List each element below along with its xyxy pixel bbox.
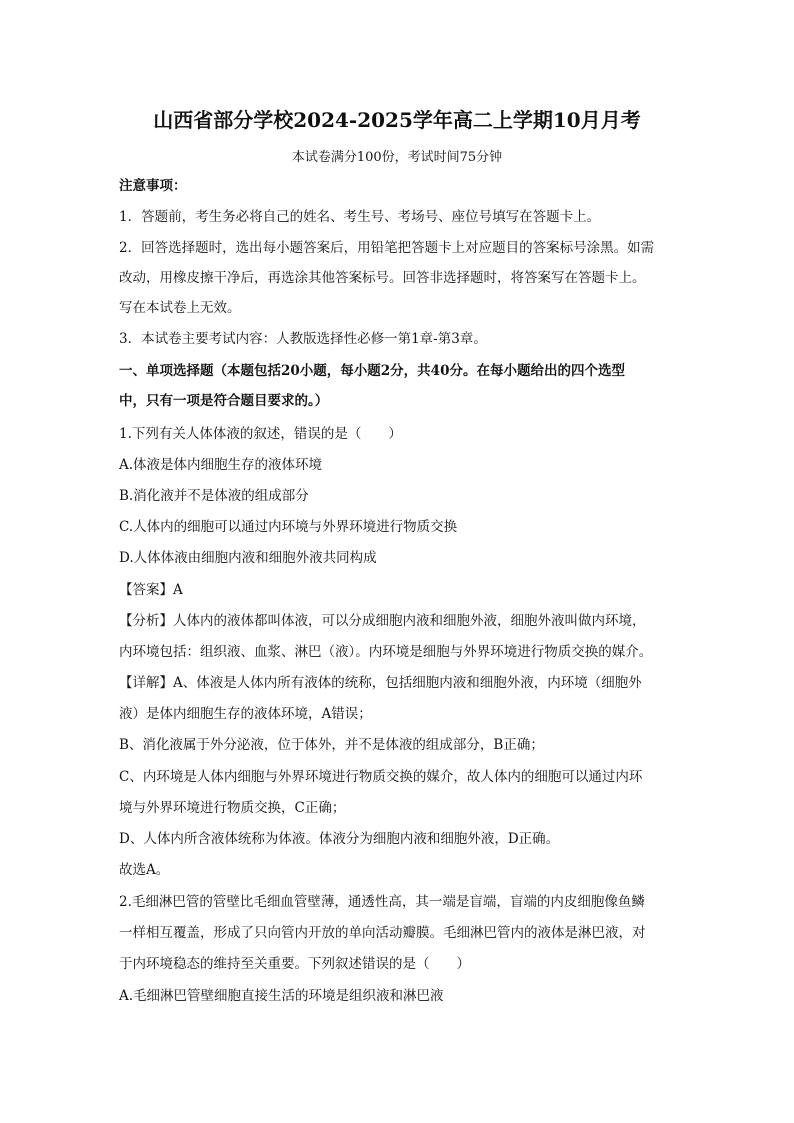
exam-title: 山西省部分学校2024-2025学年高二上学期10月月考 bbox=[153, 108, 641, 132]
question-1-detail-line-3: B、消化液属于外分泌液，位于体外，并不是体液的组成部分，B正确； bbox=[119, 737, 544, 753]
question-1-detail-line-4: C、内环境是人体内细胞与外界环境进行物质交换的媒介，故人体内的细胞可以通过内环 bbox=[119, 769, 643, 785]
question-1-answer: 【答案】A bbox=[119, 582, 183, 598]
notes-item-3: 3．本试卷主要考试内容：人教版选择性必修一第1章-第3章。 bbox=[119, 331, 487, 347]
notes-item-2-line-3: 写在本试卷上无效。 bbox=[119, 300, 241, 316]
question-1-detail-line-2: 液）是体内细胞生存的液体环境，A错误； bbox=[119, 706, 372, 722]
question-1-conclusion: 故选A。 bbox=[119, 862, 170, 878]
section-heading-line-1: 一、单项选择题（本题包括20小题，每小题2分，共40分。在每小题给出的四个选型 bbox=[119, 363, 625, 379]
question-2-option-a: A.毛细淋巴管壁细胞直接生活的环境是组织液和淋巴液 bbox=[119, 988, 444, 1004]
question-1-option-c: C.人体内的细胞可以通过内环境与外界环境进行物质交换 bbox=[119, 519, 458, 535]
question-1-detail-line-1: 【详解】A、体液是人体内所有液体的统称，包括细胞内液和细胞外液，内环境（细胞外 bbox=[119, 675, 642, 691]
notes-item-2-line-2: 改动，用橡皮擦干净后，再选涂其他答案标号。回答非选择题时，将答案写在答题卡上。 bbox=[119, 270, 646, 286]
exam-subtitle: 本试卷满分100份，考试时间75分钟 bbox=[291, 150, 503, 165]
question-1-analysis-line-2: 内环境包括：组织液、血浆、淋巴（液）。内环境是细胞与外界环境进行物质交换的媒介。 bbox=[119, 644, 653, 660]
notes-heading: 注意事项： bbox=[119, 178, 187, 194]
notes-item-1: 1．答题前，考生务必将自己的姓名、考生号、考场号、座位号填写在答题卡上。 bbox=[119, 209, 601, 225]
question-1-option-a: A.体液是体内细胞生存的液体环境 bbox=[119, 457, 323, 473]
question-1-detail-line-6: D、人体内所含液体统称为体液。体液分为细胞内液和细胞外液，D正确。 bbox=[119, 831, 560, 847]
notes-item-2-line-1: 2．回答选择题时，选出每小题答案后，用铅笔把答题卡上对应题目的答案标号涂黑。如需 bbox=[119, 240, 655, 256]
question-2-stem-line-2: 一样相互覆盖，形成了只向管内开放的单向活动瓣膜。毛细淋巴管内的液体是淋巴液，对 bbox=[119, 925, 646, 941]
question-1-stem: 1.下列有关人体体液的叙述，错误的是（ ） bbox=[119, 426, 402, 442]
question-1-option-d: D.人体体液由细胞内液和细胞外液共同构成 bbox=[119, 550, 377, 566]
section-heading-line-2: 中，只有一项是符合题目要求的。） bbox=[119, 393, 329, 409]
question-1-analysis-line-1: 【分析】人体内的液体都叫体液，可以分成细胞内液和细胞外液，细胞外液叫做内环境， bbox=[119, 613, 646, 629]
question-2-stem-line-1: 2.毛细淋巴管的管壁比毛细血管壁薄，通透性高，其一端是盲端，盲端的内皮细胞像鱼鳞 bbox=[119, 894, 645, 910]
question-1-option-b: B.消化液并不是体液的组成部分 bbox=[119, 488, 309, 504]
question-1-detail-line-5: 境与外界环境进行物质交换，C正确； bbox=[119, 800, 346, 816]
question-2-stem-line-3: 于内环境稳态的维持至关重要。下列叙述错误的是（ ） bbox=[119, 956, 470, 972]
